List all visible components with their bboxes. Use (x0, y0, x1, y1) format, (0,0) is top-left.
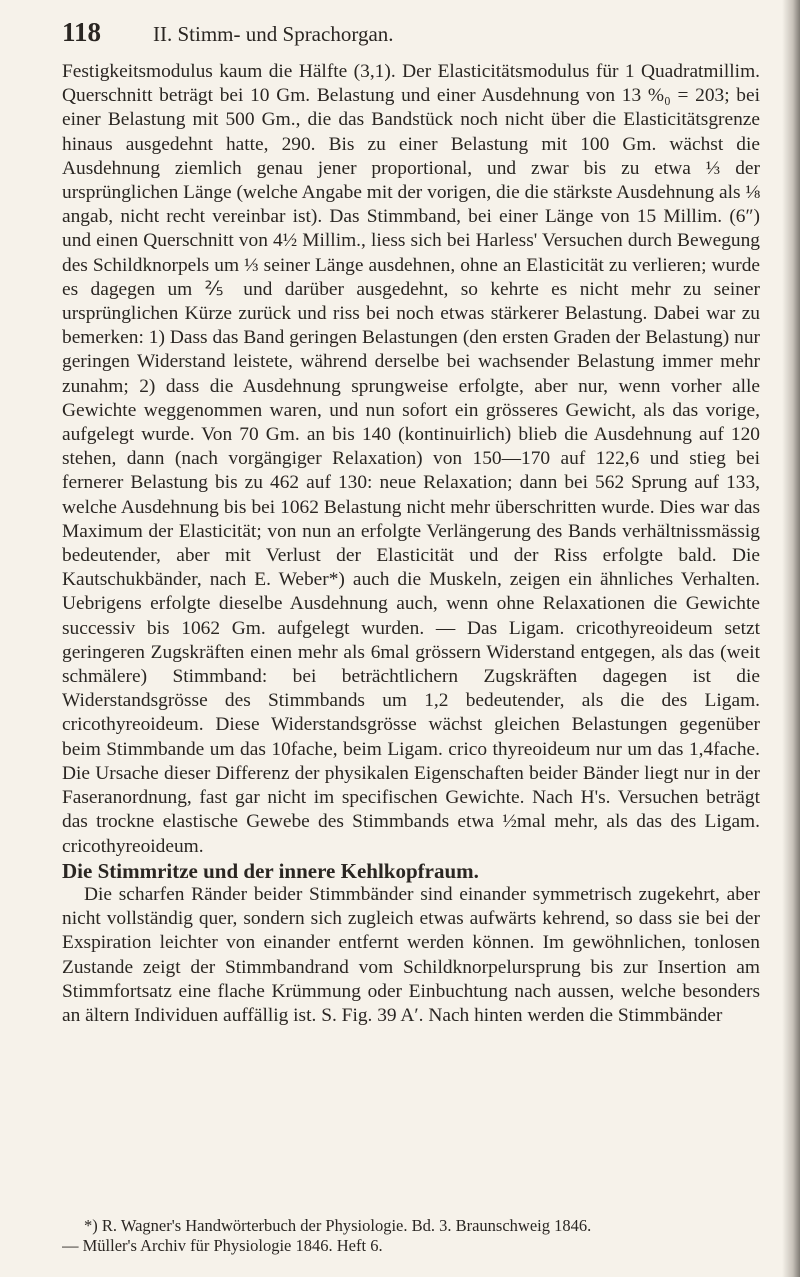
paragraph-glottis: Die scharfen Ränder beider Stimmbänder sind einander symmetrisch zugekehrt, aber nicht vollständig quer, sondern sich zugleich etwas aufwärts kehrend, so dass sie bei der Exspiration leichter von einander entfernt werden können. Im gewöhnlichen, tonlosen Zustande zeigt der Stimmbandrand vom Schildknorpelursprung bis zur Insertion am Stimmfortsatz eine flache Krümmung oder Einbuchtung nach aussen, welche besonders an ältern Individuen auffällig ist. S. Fig. 39 A′. Nach hinten werden die Stimmbänder (62, 883, 760, 1026)
footnote-wagner: *) R. Wagner's Handwörterbuch der Physiologie. Bd. 3. Braunschweig 1846. (84, 1216, 592, 1235)
page-edge-shadow (782, 0, 800, 1277)
paragraph-elasticity: Festigkeitsmodulus kaum die Hälfte (3,1). Der Elasticitätsmodulus für 1 Quadratmillim. Querschnitt beträgt bei 10 Gm. Belastung und einer Ausdehnung von 13 %₀ = 203; bei einer Belastung mit 500 Gm., die das Bandstück noch nicht über die Elasticitätsgrenze hinaus ausgedehnt hatte, 290. Bis zu einer Belastung mit 100 Gm. wächst die Ausdehnung ziemlich genau jener proportional, und zwar bis zu etwa ⅓ der ursprünglichen Länge (welche Angabe mit der vorigen, die die stärkste Ausdehnung als ⅛ angab, nicht recht vereinbar ist). Das Stimmband, bei einer Länge von 15 Millim. (6″) und einen Querschnitt von 4½ Millim., liess sich bei Harless' Versuchen durch Bewegung des Schildknorpels um ⅓ seiner Länge ausdehnen, ohne an Elasticität zu verlieren; wurde es dagegen um ⅖ und darüber ausgedehnt, so kehrte es nicht mehr zu seiner ursprünglichen Kürze zurück und riss bei noch etwas stärkerer Belastung. Dabei war zu bemerken: 1) Dass das Band geringen Belastungen (den ersten Graden der Belastung) nur geringen Widerstand leistete, während derselbe bei wachsender Belastung immer mehr zunahm; 2) dass die Ausdehnung sprungweise erfolgte, aber nur, wenn vorher alle Gewichte weggenommen waren, und nun sofort ein grösseres Gewicht, als das vorige, aufgelegt wurde. Von 70 Gm. an bis 140 (kontinuirlich) blieb die Ausdehnung auf 120 stehen, dann (nach vorgängiger Relaxation) von 150—170 auf 122,6 und stieg bei fernerer Belastung bis zu 462 auf 130: neue Relaxation; dann bei 562 Sprung auf 133, welche Ausdehnung bis bei 1062 Belastung nicht mehr überschritten wurde. Dies war das Maximum der Elasticität; von nun an erfolgte Verlängerung des Bands verhältnissmässig bedeutender, aber mit Verlust der Elasticität und der Riss erfolgte bald. Die Kautschukbänder, nach E. Weber*) auch die Muskeln, zeigen ein ähnliches Verhalten. Uebrigens erfolgte dieselbe Ausdehnung auch, wenn ohne Relaxationen die Gewichte successiv bis 1062 Gm. aufgelegt wurden. — Das Ligam. cricothyreoideum setzt geringeren Zugskräften einen mehr als 6mal grössern Widerstand entgegen, als das (weit schmälere) Stimmband: bei beträchtlichern Zugskräften dagegen ist die Widerstandsgrösse des Stimmbands um 1,2 bedeutender, als die des Ligam. cricothyreoideum. Diese Widerstandsgrösse wächst gleichen Belastungen gegenüber beim Stimmbande um das 10fache, beim Ligam. crico thyreoideum nur um das 1,4fache. Die Ursache dieser Differenz der physikalen Eigenschaften beider Bänder liegt nur in der Faseranordnung, fast gar nicht im specifischen Gewichte. Nach H's. Versuchen beträgt das trockne elastische Gewebe des Stimmbands etwa ½mal mehr, als das des Ligam. cricothyreoideum. (62, 61, 760, 857)
page-header (62, 10, 762, 54)
footnote-mueller: — Müller's Archiv für Physiologie 1846. Heft 6. (62, 1236, 383, 1255)
running-title: II. Stimm- und Sprachorgan. (153, 22, 394, 46)
page-number: 118 (62, 17, 102, 47)
section-heading: Die Stimmritze und der innere Kehlkopfraum. (62, 858, 479, 883)
body-text (62, 60, 760, 1028)
footnotes (62, 1216, 760, 1256)
